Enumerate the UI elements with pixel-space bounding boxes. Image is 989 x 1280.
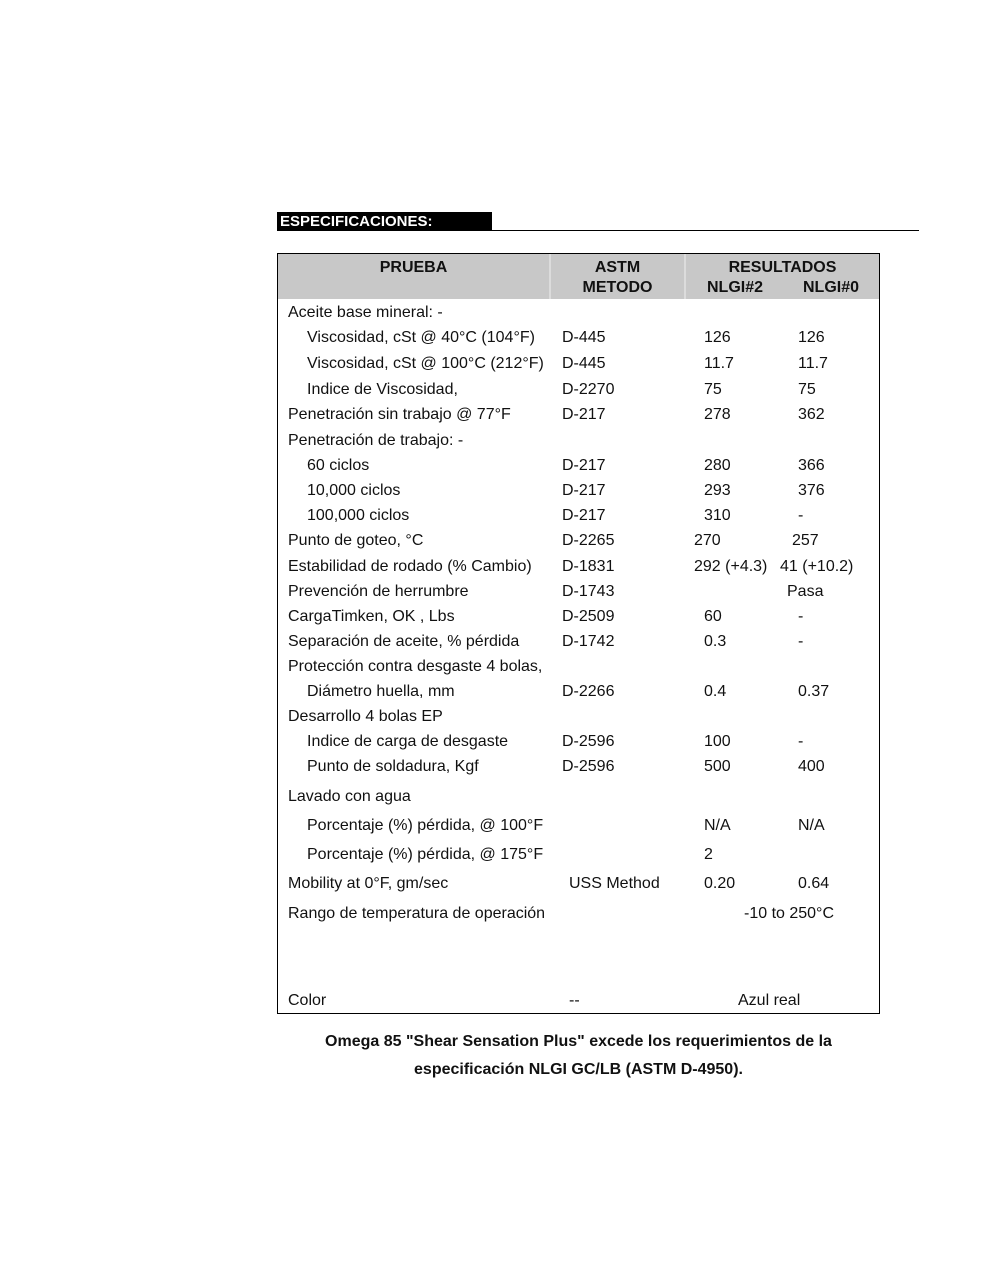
cell-nlgi0: 400 xyxy=(798,758,825,775)
cell-method: D-1743 xyxy=(562,583,615,600)
cell-result-combined: Azul real xyxy=(738,992,801,1009)
section-divider xyxy=(492,230,919,231)
cell-test: Rango de temperatura de operación xyxy=(288,905,546,922)
cell-test: 10,000 ciclos xyxy=(307,482,401,499)
cell-test: Color xyxy=(288,992,327,1009)
cell-test: Viscosidad, cSt @ 100°C (212°F) xyxy=(307,355,544,372)
cell-nlgi2: 292 (+4.3) xyxy=(694,558,768,575)
cell-test: Viscosidad, cSt @ 40°C (104°F) xyxy=(307,329,535,346)
cell-method: D-217 xyxy=(562,457,606,474)
section-header xyxy=(277,212,919,232)
table-header xyxy=(278,254,879,299)
header-nlgi2: NLGI#2 xyxy=(706,279,763,296)
cell-method: D-1831 xyxy=(562,558,615,575)
cell-nlgi0: Pasa xyxy=(787,583,824,600)
cell-method: D-217 xyxy=(562,406,606,423)
header-astm: ASTM xyxy=(594,259,641,276)
cell-test: Porcentaje (%) pérdida, @ 175°F xyxy=(307,846,544,863)
cell-nlgi2: 0.4 xyxy=(704,683,727,700)
cell-method: -- xyxy=(569,992,580,1009)
cell-nlgi2: 310 xyxy=(704,507,731,524)
cell-nlgi2: 270 xyxy=(694,532,721,549)
cell-nlgi2: 0.3 xyxy=(704,633,727,650)
cell-test: CargaTimken, OK , Lbs xyxy=(288,608,455,625)
cell-method: D-445 xyxy=(562,355,606,372)
cell-nlgi0: - xyxy=(798,608,804,625)
cell-nlgi0: - xyxy=(798,733,804,750)
header-test: PRUEBA xyxy=(379,259,448,276)
cell-method: D-2509 xyxy=(562,608,615,625)
cell-nlgi2: 75 xyxy=(704,381,722,398)
cell-method: USS Method xyxy=(569,875,660,892)
cell-nlgi2: 11.7 xyxy=(704,355,734,372)
cell-method: D-217 xyxy=(562,482,606,499)
cell-test: 100,000 ciclos xyxy=(307,507,410,524)
cell-test: Punto de soldadura, Kgf xyxy=(307,758,479,775)
cell-test: Porcentaje (%) pérdida, @ 100°F xyxy=(307,817,544,834)
cell-nlgi2: 293 xyxy=(704,482,731,499)
cell-method: D-2270 xyxy=(562,381,615,398)
cell-test: Protección contra desgaste 4 bolas, xyxy=(288,658,543,675)
cell-nlgi0: N/A xyxy=(798,817,825,834)
cell-method: D-2596 xyxy=(562,733,615,750)
cell-method: D-2596 xyxy=(562,758,615,775)
cell-nlgi2: 2 xyxy=(704,846,713,863)
cell-result-combined: -10 to 250°C xyxy=(744,905,835,922)
cell-nlgi0: - xyxy=(798,507,804,524)
section-title: ESPECIFICACIONES: xyxy=(277,212,492,231)
cell-method: D-217 xyxy=(562,507,606,524)
cell-test: Indice de Viscosidad, xyxy=(307,381,458,398)
cell-nlgi2: N/A xyxy=(704,817,731,834)
cell-nlgi2: 0.20 xyxy=(704,875,736,892)
cell-nlgi2: 280 xyxy=(704,457,731,474)
cell-nlgi0: 0.64 xyxy=(798,875,830,892)
cell-nlgi2: 500 xyxy=(704,758,731,775)
cell-test: Aceite base mineral: - xyxy=(288,304,443,321)
cell-nlgi0: - xyxy=(798,633,804,650)
cell-test: Mobility at 0°F, gm/sec xyxy=(288,875,449,892)
cell-test: Separación de aceite, % pérdida xyxy=(288,633,520,650)
cell-test: 60 ciclos xyxy=(307,457,370,474)
cell-test: Lavado con agua xyxy=(288,788,411,805)
header-results: RESULTADOS xyxy=(728,259,837,276)
cell-nlgi2: 100 xyxy=(704,733,731,750)
cell-nlgi0: 376 xyxy=(798,482,825,499)
compliance-note xyxy=(277,1028,880,1084)
header-nlgi0: NLGI#0 xyxy=(802,279,859,296)
compliance-note-line-1: Omega 85 "Shear Sensation Plus" excede los requerimientos de la xyxy=(325,1033,832,1050)
cell-test: Punto de goteo, °C xyxy=(288,532,424,549)
cell-method: D-2266 xyxy=(562,683,615,700)
cell-nlgi2: 60 xyxy=(704,608,722,625)
cell-test: Desarrollo 4 bolas EP xyxy=(288,708,443,725)
cell-nlgi0: 11.7 xyxy=(798,355,828,372)
cell-nlgi0: 126 xyxy=(798,329,825,346)
cell-test: Penetración sin trabajo @ 77°F xyxy=(288,406,511,423)
cell-test: Estabilidad de rodado (% Cambio) xyxy=(288,558,532,575)
cell-nlgi2: 278 xyxy=(704,406,731,423)
cell-nlgi0: 75 xyxy=(798,381,816,398)
cell-test: Diámetro huella, mm xyxy=(307,683,455,700)
cell-test: Prevención de herrumbre xyxy=(288,583,469,600)
cell-nlgi0: 366 xyxy=(798,457,825,474)
cell-nlgi0: 0.37 xyxy=(798,683,830,700)
cell-nlgi0: 41 (+10.2) xyxy=(780,558,854,575)
header-method: METODO xyxy=(582,279,653,296)
compliance-note-line-2: especificación NLGI GC/LB (ASTM D-4950). xyxy=(414,1061,743,1078)
cell-nlgi2: 126 xyxy=(704,329,731,346)
cell-method: D-445 xyxy=(562,329,606,346)
cell-test: Indice de carga de desgaste xyxy=(307,733,509,750)
cell-nlgi0: 257 xyxy=(792,532,819,549)
cell-method: D-1742 xyxy=(562,633,615,650)
cell-nlgi0: 362 xyxy=(798,406,825,423)
cell-method: D-2265 xyxy=(562,532,615,549)
cell-test: Penetración de trabajo: - xyxy=(288,432,464,449)
specifications-table xyxy=(277,253,880,1014)
